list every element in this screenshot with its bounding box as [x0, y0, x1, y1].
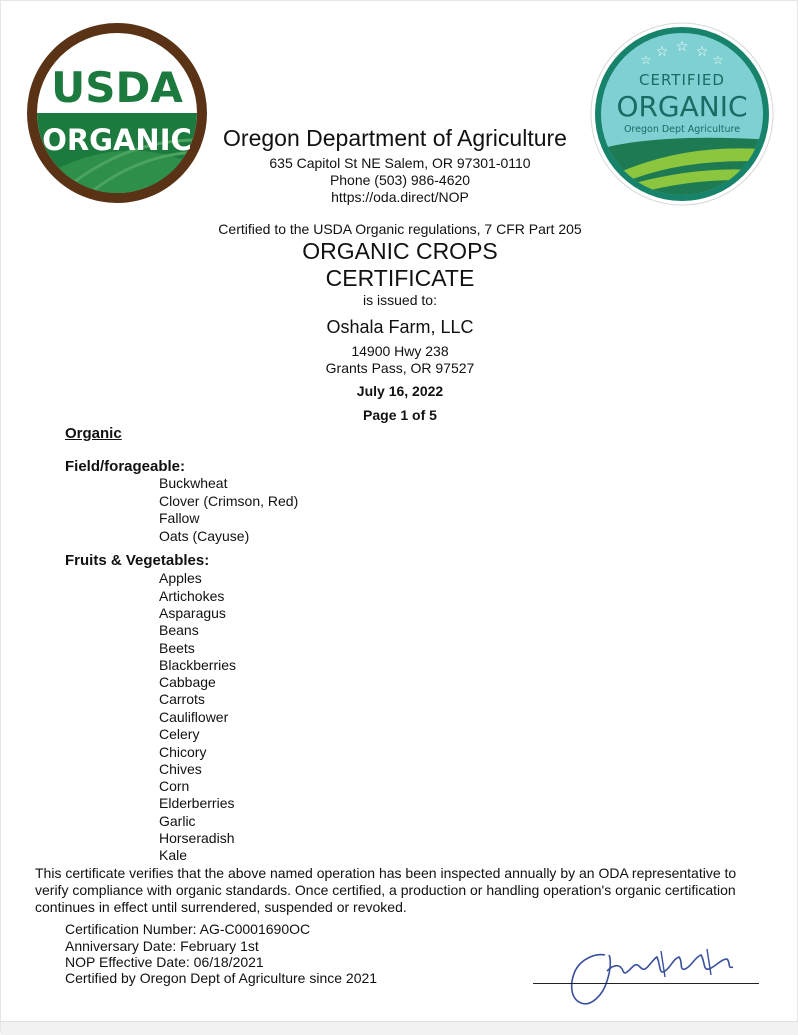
operation-name: Oshala Farm, LLC [326, 317, 474, 337]
list-item: Oats (Cayuse) [159, 528, 250, 544]
operation-street: 14900 Hwy 238 [351, 343, 449, 359]
department-name: Oregon Department of Agriculture [223, 125, 567, 151]
list-item: Artichokes [159, 588, 225, 604]
usda-logo-top: USDA [51, 63, 183, 112]
department-address: 635 Capitol St NE Salem, OR 97301-0110 [269, 155, 531, 171]
list-item: Chives [159, 761, 202, 777]
svg-text:☆: ☆ [712, 53, 724, 67]
list-item: Blackberries [159, 657, 237, 673]
statement-line: continues in effect until surrendered, suspended or revoked. [35, 899, 407, 915]
list-item: Corn [159, 778, 190, 794]
certified-since: Certified by Oregon Dept of Agriculture since 2021 [65, 970, 378, 986]
list-item: Apples [159, 570, 202, 586]
certificate-title-line1: ORGANIC CROPS [302, 238, 498, 264]
department-url: https://oda.direct/NOP [331, 189, 469, 205]
regulation-line: Certified to the USDA Organic regulations, 7 CFR Part 205 [218, 221, 582, 237]
list-item: Cauliflower [159, 709, 229, 725]
operation-city: Grants Pass, OR 97527 [325, 360, 475, 376]
svg-text:☆: ☆ [675, 39, 689, 55]
scope-heading: Organic [65, 425, 122, 442]
svg-text:☆: ☆ [695, 44, 709, 60]
section-title: Field/forageable: [65, 458, 186, 475]
svg-text:☆: ☆ [640, 53, 652, 67]
list-item: Chicory [159, 744, 207, 760]
list-item: Elderberries [159, 795, 235, 811]
cert-logo-top: CERTIFIED [639, 71, 725, 89]
anniversary-date: Anniversary Date: February 1st [65, 938, 259, 954]
statement-line: verify compliance with organic standards. Once certified, a production or handling operation's organic certification [35, 882, 736, 898]
list-item: Cabbage [159, 674, 216, 690]
list-item: Celery [159, 726, 200, 742]
list-item: Asparagus [159, 605, 226, 621]
list-item: Carrots [159, 691, 205, 707]
cert-logo-main: ORGANIC [616, 90, 748, 123]
department-phone: Phone (503) 986-4620 [329, 172, 471, 188]
list-item: Kale [159, 847, 188, 863]
certificate-title-line2: CERTIFICATE [325, 265, 475, 291]
list-item: Buckwheat [159, 475, 228, 491]
statement-line: This certificate verifies that the above named operation has been inspected annually by an ODA representative to [35, 865, 737, 881]
list-item: Fallow [159, 510, 200, 526]
nop-effective-date: NOP Effective Date: 06/18/2021 [65, 954, 264, 970]
usda-logo-bottom: ORGANIC [42, 123, 192, 157]
section-title: Fruits & Vegetables: [65, 552, 210, 569]
page-number: Page 1 of 5 [363, 407, 437, 423]
list-item: Horseradish [159, 830, 235, 846]
list-item: Beans [159, 622, 199, 638]
list-item: Clover (Crimson, Red) [159, 493, 299, 509]
cert-logo-sub: Oregon Dept Agriculture [623, 124, 741, 135]
certification-number: Certification Number: AG-C0001690OC [65, 921, 311, 937]
signature-line [533, 983, 759, 984]
list-item: Beets [159, 640, 195, 656]
certificate-date: July 16, 2022 [356, 383, 444, 399]
svg-text:☆: ☆ [655, 44, 669, 60]
signature-icon [561, 941, 751, 1013]
issued-to-label: is issued to: [363, 292, 437, 308]
list-item: Garlic [159, 813, 196, 829]
